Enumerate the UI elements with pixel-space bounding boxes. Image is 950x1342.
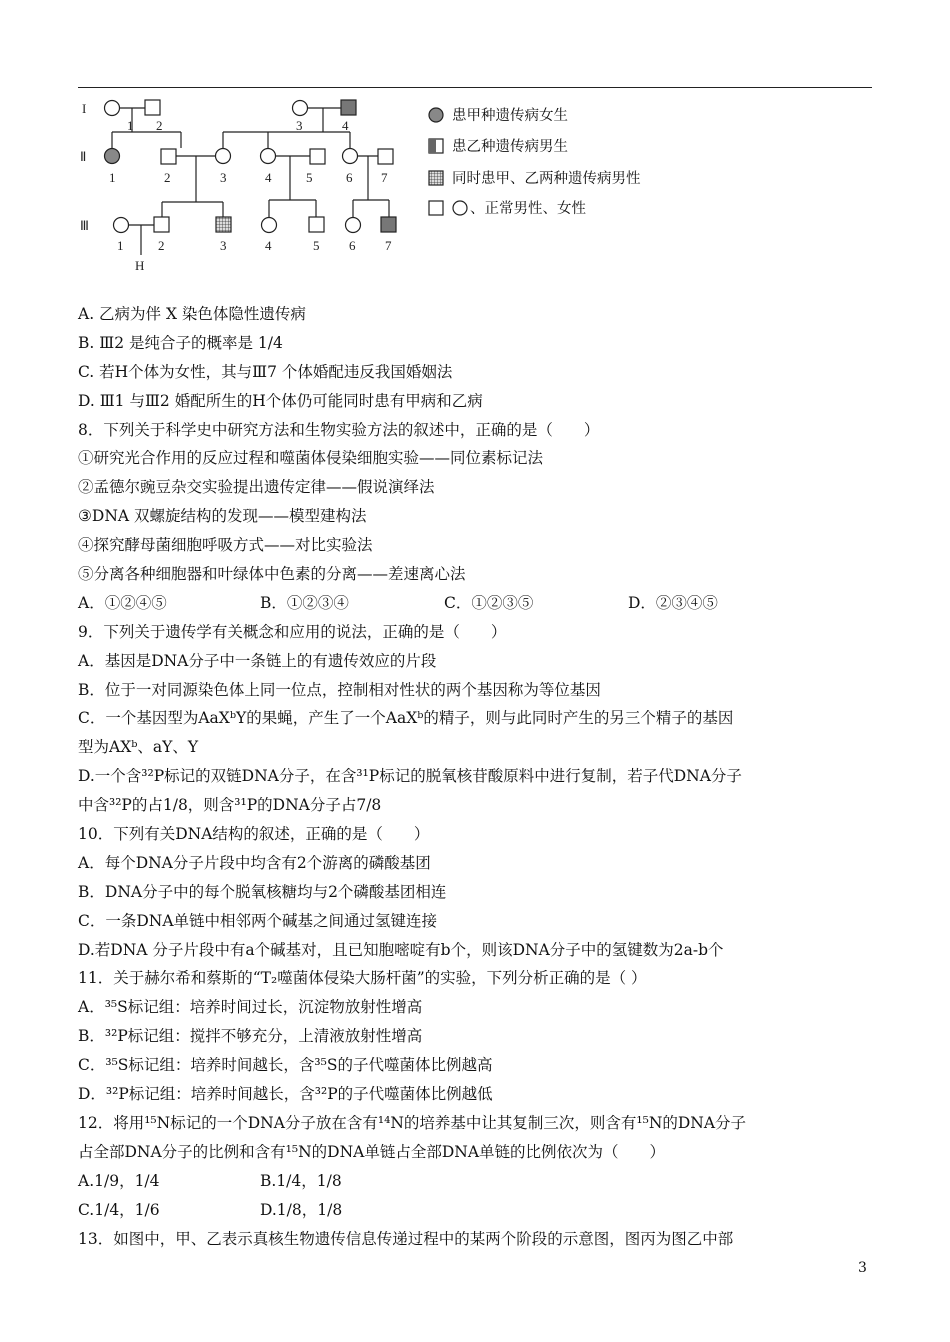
legend-item: 同时患甲、乙两种遗传病男性: [428, 167, 641, 188]
pedigree-II7-male: [378, 149, 393, 164]
page-number: 3: [858, 1260, 867, 1276]
text-line: 占全部DNA分子的比例和含有¹⁵N的DNA单链占全部DNA单链的比例依次为（ ）: [78, 1142, 666, 1161]
q12-options-row1: [78, 1167, 878, 1196]
svg-text:5: 5: [306, 170, 313, 185]
svg-text:2: 2: [164, 170, 171, 185]
text-line: B. Ⅲ2 是纯合子的概率是 1/4: [78, 333, 283, 352]
svg-text:2: 2: [156, 118, 163, 133]
text-line: C．一个基因型为AaXᵇY的果蝇，产生了一个AaXᵇ的精子，则与此同时产生的另三个精子的基因: [78, 709, 734, 728]
pedigree-III1-female: [114, 218, 129, 233]
text-line: A．每个DNA分子片段中均含有2个游离的磷酸基团: [78, 853, 431, 872]
svg-text:5: 5: [313, 238, 320, 253]
q12-options-row2: [78, 1196, 878, 1225]
text-line: 10．下列有关DNA结构的叙述，正确的是（ ）: [78, 825, 430, 844]
pedigree-I3-female: [293, 101, 308, 116]
svg-text:6: 6: [349, 238, 356, 253]
text-line: A．³⁵S标记组：培养时间过长，沉淀物放射性增高: [78, 998, 423, 1017]
svg-text:1: 1: [117, 238, 124, 253]
svg-text:3: 3: [220, 238, 227, 253]
pedigree-I4-male-disease-b: [341, 100, 356, 115]
option: D.1/8，1/8: [260, 1200, 343, 1219]
pedigree-chart: [78, 92, 418, 277]
open-circle-icon: [452, 200, 468, 216]
pedigree-III5-male: [309, 217, 324, 232]
option: A.1/9，1/4: [78, 1171, 160, 1190]
text-line: 中含³²P的占1/8，则含³¹P的DNA分子占7/8: [78, 796, 382, 815]
pedigree-II4-female: [261, 149, 276, 164]
q8-options: [78, 589, 878, 618]
svg-text:7: 7: [385, 238, 392, 253]
text-line: D．³²P标记组：培养时间越长，含³²P的子代噬菌体比例越低: [78, 1085, 493, 1104]
pedigree-II3-female: [216, 149, 231, 164]
svg-text:7: 7: [381, 170, 388, 185]
shaded-circle-icon: [428, 107, 444, 123]
svg-text:1: 1: [127, 118, 134, 133]
legend-item: 、正常男性、女性: [428, 197, 586, 218]
text-line: C．一条DNA单链中相邻两个碱基之间通过氢键连接: [78, 911, 438, 930]
hatched-square-icon: [428, 170, 444, 186]
text-line: D.一个含³²P标记的双链DNA分子，在含³¹P标记的脱氧核苷酸原料中进行复制，若子代DNA分子: [78, 767, 742, 786]
svg-text:4: 4: [265, 170, 272, 185]
legend-item: 患乙种遗传病男生: [428, 135, 568, 156]
text-line: C．³⁵S标记组：培养时间越长，含³⁵S的子代噬菌体比例越高: [78, 1056, 493, 1075]
text-line: D. Ⅲ1 与Ⅲ2 婚配所生的H个体仍可能同时患有甲病和乙病: [78, 391, 483, 410]
text-line: A．基因是DNA分子中一条链上的有遗传效应的片段: [78, 651, 437, 670]
text-line: 8．下列关于科学史中研究方法和生物实验方法的叙述中，正确的是（ ）: [78, 420, 600, 439]
svg-text:3: 3: [220, 170, 227, 185]
pedigree-II5-male: [310, 149, 325, 164]
pedigree-III2-male: [154, 217, 169, 232]
text-line: 11．关于赫尔希和蔡斯的“T₂噬菌体侵染大肠杆菌”的实验，下列分析正确的是（ ）: [78, 969, 647, 988]
text-line: ⑤分离各种细胞器和叶绿体中色素的分离——差速离心法: [78, 565, 466, 584]
text-line: 9．下列关于遗传学有关概念和应用的说法，正确的是（ ）: [78, 622, 507, 641]
open-square-icon: [428, 200, 444, 216]
pedigree-III7-male-disease-b: [381, 217, 396, 232]
option: B.1/4，1/8: [260, 1171, 342, 1190]
option: C.1/4，1/6: [78, 1200, 160, 1219]
pedigree-I1-female: [105, 101, 120, 116]
text-line: ②孟德尔豌豆杂交实验提出遗传定律——假说演绎法: [78, 478, 435, 497]
text-line: B．DNA分子中的每个脱氧核糖均与2个磷酸基团相连: [78, 882, 447, 901]
pedigree-II6-female: [343, 149, 358, 164]
legend-item: 患甲种遗传病女生: [428, 104, 568, 125]
half-shaded-square-icon: [428, 138, 444, 154]
text-line: ①研究光合作用的反应过程和噬菌体侵染细胞实验——同位素标记法: [78, 449, 544, 468]
text-line: ③DNA 双螺旋结构的发现——模型建构法: [78, 507, 367, 526]
text-line: D.若DNA 分子片段中有a个碱基对，且已知胞嘧啶有b个，则该DNA分子中的氢键数为2a-b个: [78, 940, 724, 959]
text-line: A. 乙病为伴 X 染色体隐性遗传病: [78, 305, 306, 323]
gen-label-3: Ⅲ: [80, 218, 89, 233]
offspring-label-h: H: [135, 258, 145, 273]
option: A．①②④⑤: [78, 593, 167, 612]
pedigree-III6-female: [346, 218, 361, 233]
pedigree-III3-male-both: [216, 217, 231, 232]
text-line: C. 若H个体为女性，其与Ⅲ7 个体婚配违反我国婚姻法: [78, 362, 453, 381]
text-line: B．³²P标记组：搅拌不够充分，上清液放射性增高: [78, 1027, 423, 1046]
svg-text:4: 4: [265, 238, 272, 253]
pedigree-II1-female-disease-a: [105, 149, 120, 164]
text-line: B．位于一对同源染色体上同一位点，控制相对性状的两个基因称为等位基因: [78, 680, 601, 699]
pedigree-I2-male: [145, 100, 160, 115]
svg-text:1: 1: [109, 170, 116, 185]
option: C．①②③⑤: [444, 593, 534, 612]
header-rule: [78, 87, 872, 88]
svg-text:3: 3: [296, 118, 303, 133]
svg-text:4: 4: [342, 118, 349, 133]
question-text: [78, 300, 878, 1253]
svg-text:6: 6: [346, 170, 353, 185]
svg-text:2: 2: [158, 238, 165, 253]
pedigree-III4-female: [262, 218, 277, 233]
pedigree-II2-male: [161, 149, 176, 164]
text-line: 型为AXᵇ、aY、Y: [78, 738, 199, 757]
text-line: ④探究酵母菌细胞呼吸方式——对比实验法: [78, 536, 373, 555]
option: B．①②③④: [260, 593, 349, 612]
text-line: 13．如图中，甲、乙表示真核生物遗传信息传递过程中的某两个阶段的示意图，图丙为图乙中部: [78, 1229, 734, 1248]
gen-label-1: I: [82, 101, 87, 116]
gen-label-2: Ⅱ: [80, 149, 87, 164]
text-line: 12．将用¹⁵N标记的一个DNA分子放在含有¹⁴N的培养基中让其复制三次，则含有¹⁵N的DNA分子: [78, 1113, 747, 1132]
option: D．②③④⑤: [628, 593, 718, 612]
